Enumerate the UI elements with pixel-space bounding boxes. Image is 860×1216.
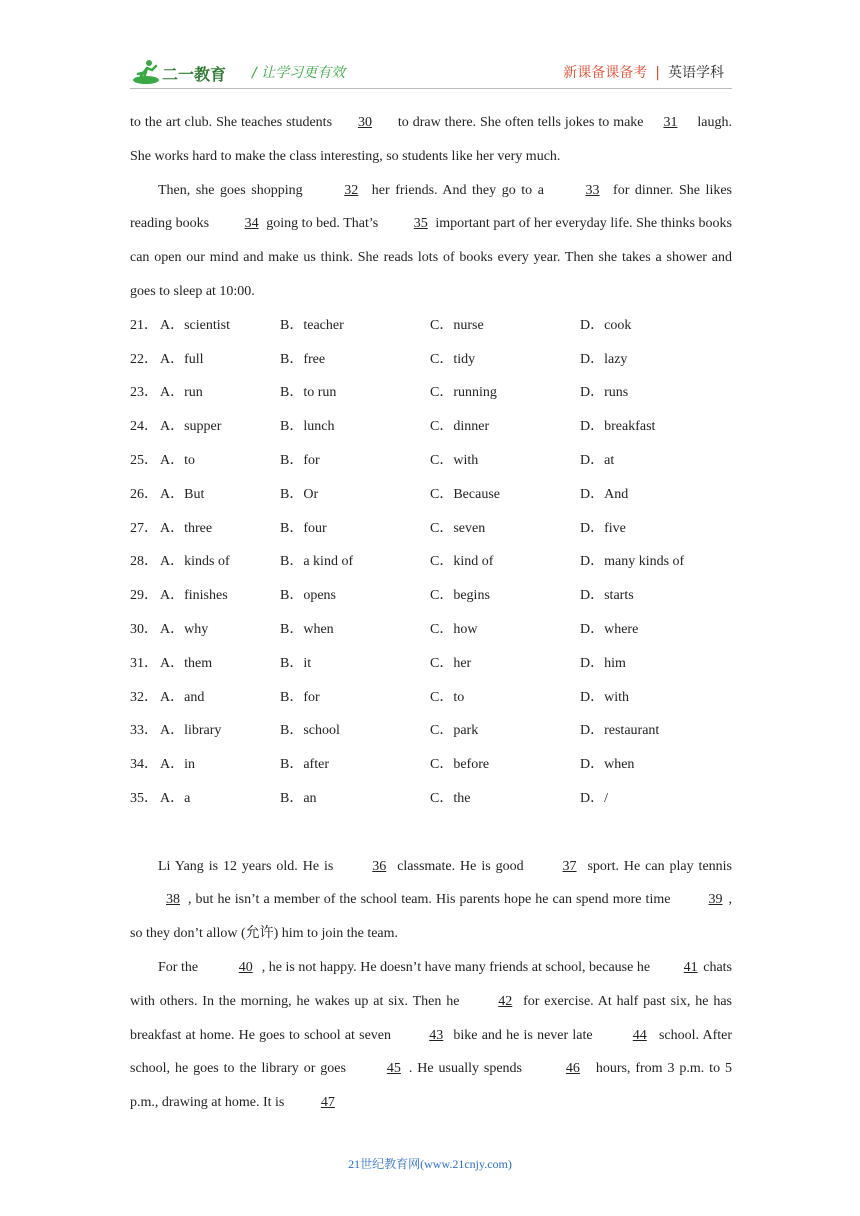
text: to the art club. She teaches students [130,115,336,130]
document-body [130,106,732,1120]
text: , he is not happy. He doesn’t have many friends at school, because he [261,959,654,975]
option-c: C．Because [430,486,500,502]
option-b: B．Or [280,486,319,502]
text: her friends. And they go to a [366,182,550,198]
blank-38: 38 [166,892,180,908]
question-number: 32． [130,689,158,705]
text: to draw there. She often tells jokes to make [393,115,648,130]
blank-40: 40 [238,959,253,975]
option-c: C．seven [430,520,486,536]
header-separator: | [655,65,660,81]
logo [132,58,240,88]
text: Li Yang is 12 years old. He is [158,858,339,874]
question-number: 33． [130,723,158,739]
question-number: 26． [130,486,158,502]
option-c: C．tidy [430,351,476,367]
option-d: D．five [580,520,626,536]
question-number: 34． [130,757,158,773]
option-row [130,647,732,681]
option-a: A．in [160,757,195,773]
option-c: C．the [430,790,471,806]
blank-47: 47 [320,1095,335,1111]
option-c: C．how [430,621,478,637]
option-c: C．before [430,757,490,773]
passage2-paragraph2 [130,951,732,1120]
options-list [130,309,732,816]
option-a: A．kinds of [160,554,230,570]
option-d: D．at [580,452,615,468]
text: hours, from 3 p.m. to 5 p.m., drawing at home. It is [130,1061,732,1111]
text: Then, she goes shopping [158,182,309,198]
question-number: 27． [130,520,158,536]
option-a: A．full [160,351,204,367]
option-b: B．teacher [280,317,344,333]
blank-41: 41 [683,959,698,975]
option-d: D．with [580,689,629,705]
option-a: A．supper [160,419,222,435]
option-a: A．to [160,452,195,468]
option-row [130,376,732,410]
option-row [130,613,732,647]
option-row [130,343,732,377]
question-number: 28． [130,554,158,570]
blank-45: 45 [386,1061,401,1077]
option-b: B．to run [280,385,337,401]
option-b: B．it [280,655,312,671]
text: going to bed. That’s [262,216,382,232]
option-c: C．nurse [430,317,484,333]
option-c: C．dinner [430,419,490,435]
option-b: B．for [280,452,320,468]
option-b: B．four [280,520,327,536]
text: chats with others. In the morning, he wakes up at six. Then he [130,959,732,1009]
header-subject: 英语学科 [668,65,724,81]
text: for dinner. She likes reading books [130,182,732,232]
option-c: C．with [430,452,479,468]
option-d: D．lazy [580,351,628,367]
question-number: 25． [130,452,158,468]
blank-36: 36 [372,858,387,874]
header-subtitle: 新课备课备考 [563,65,648,81]
option-c: C．park [430,723,479,739]
option-row [130,579,732,613]
option-d: D．restaurant [580,723,660,739]
option-row [130,444,732,478]
page-footer: 21世纪教育网(www.21cnjy.com) [348,1157,512,1171]
blank-31: 31 [663,115,678,130]
option-c: C．running [430,385,497,401]
passage1-paragraph1 [130,106,732,174]
option-a: A．a [160,790,191,806]
blank-46: 46 [565,1061,580,1077]
option-d: D．when [580,757,635,773]
option-a: A．finishes [160,588,228,604]
question-number: 30． [130,621,158,637]
header-rule [130,88,732,89]
option-row [130,478,732,512]
option-d: D．runs [580,385,629,401]
option-b: B．when [280,621,334,637]
option-b: B．after [280,757,329,773]
option-d: D．starts [580,588,634,604]
blank-43: 43 [429,1027,444,1043]
option-d: D．him [580,655,626,671]
question-number: 35． [130,790,158,806]
question-number: 29． [130,588,158,604]
option-d: D．And [580,486,629,502]
option-d: D．many kinds of [580,554,685,570]
option-c: C．to [430,689,465,705]
option-b: B．free [280,351,326,367]
blank-32: 32 [344,182,359,198]
page-header [0,0,860,95]
text: important part of her everyday life. She thinks books can open our mind and make us think. She reads lots of books every year. Then she takes a shower and goes to sleep at 10:00. [130,216,732,299]
text: sport. He can play tennis [582,858,733,874]
passage1-paragraph2 [130,174,732,309]
text: bike and he is never late [449,1027,597,1043]
option-row [130,410,732,444]
text: laugh. She works hard to make the class interesting, so students like her very much. [130,115,732,164]
blank-34: 34 [244,216,259,232]
option-b: B．an [280,790,317,806]
blank-30: 30 [357,115,372,130]
text: . He usually spends [408,1061,527,1077]
question-number: 23． [130,385,158,401]
text: classmate. He is good [392,858,529,874]
option-c: C．kind of [430,554,494,570]
option-a: A．and [160,689,205,705]
option-b: B．for [280,689,320,705]
option-a: A．But [160,486,205,502]
question-number: 31． [130,655,158,671]
option-a: A．run [160,385,203,401]
blank-37: 37 [562,858,577,874]
option-row [130,782,732,816]
option-b: B．school [280,723,340,739]
option-row [130,748,732,782]
option-a: A．scientist [160,317,230,333]
blank-35: 35 [413,216,428,232]
option-d: D．where [580,621,639,637]
option-c: C．her [430,655,472,671]
option-b: B．opens [280,588,336,604]
text: , so they don’t allow (允许) him to join the team. [130,892,732,942]
option-b: B．lunch [280,419,335,435]
option-row [130,714,732,748]
text: For the [158,959,202,975]
slogan: / 让学习更有效 [252,65,346,81]
text: , but he isn’t a member of the school team. His parents hope he can spend more time [188,892,675,908]
header-right [563,62,724,82]
option-row [130,545,732,579]
option-row [130,512,732,546]
option-d: D．breakfast [580,419,656,435]
blank-44: 44 [632,1027,647,1043]
blank-39: 39 [708,892,723,908]
option-d: D．/ [580,790,608,806]
logo-text: 二一教育 [162,65,227,84]
text: for exercise. At half past six, he has breakfast at home. He goes to school at seven [130,993,732,1043]
passage2-paragraph1 [130,850,732,951]
option-a: A．three [160,520,213,536]
option-row [130,309,732,343]
option-b: B．a kind of [280,554,354,570]
question-number: 24． [130,419,158,435]
option-a: A．library [160,723,222,739]
option-row [130,681,732,715]
question-number: 21． [130,317,158,333]
text: school. After school, he goes to the library or goes [130,1027,732,1077]
blank-33: 33 [585,182,600,198]
option-a: A．why [160,621,209,637]
spacer [130,816,732,850]
option-a: A．them [160,655,213,671]
option-d: D．cook [580,317,632,333]
question-number: 22． [130,351,158,367]
blank-42: 42 [498,993,513,1009]
option-c: C．begins [430,588,490,604]
